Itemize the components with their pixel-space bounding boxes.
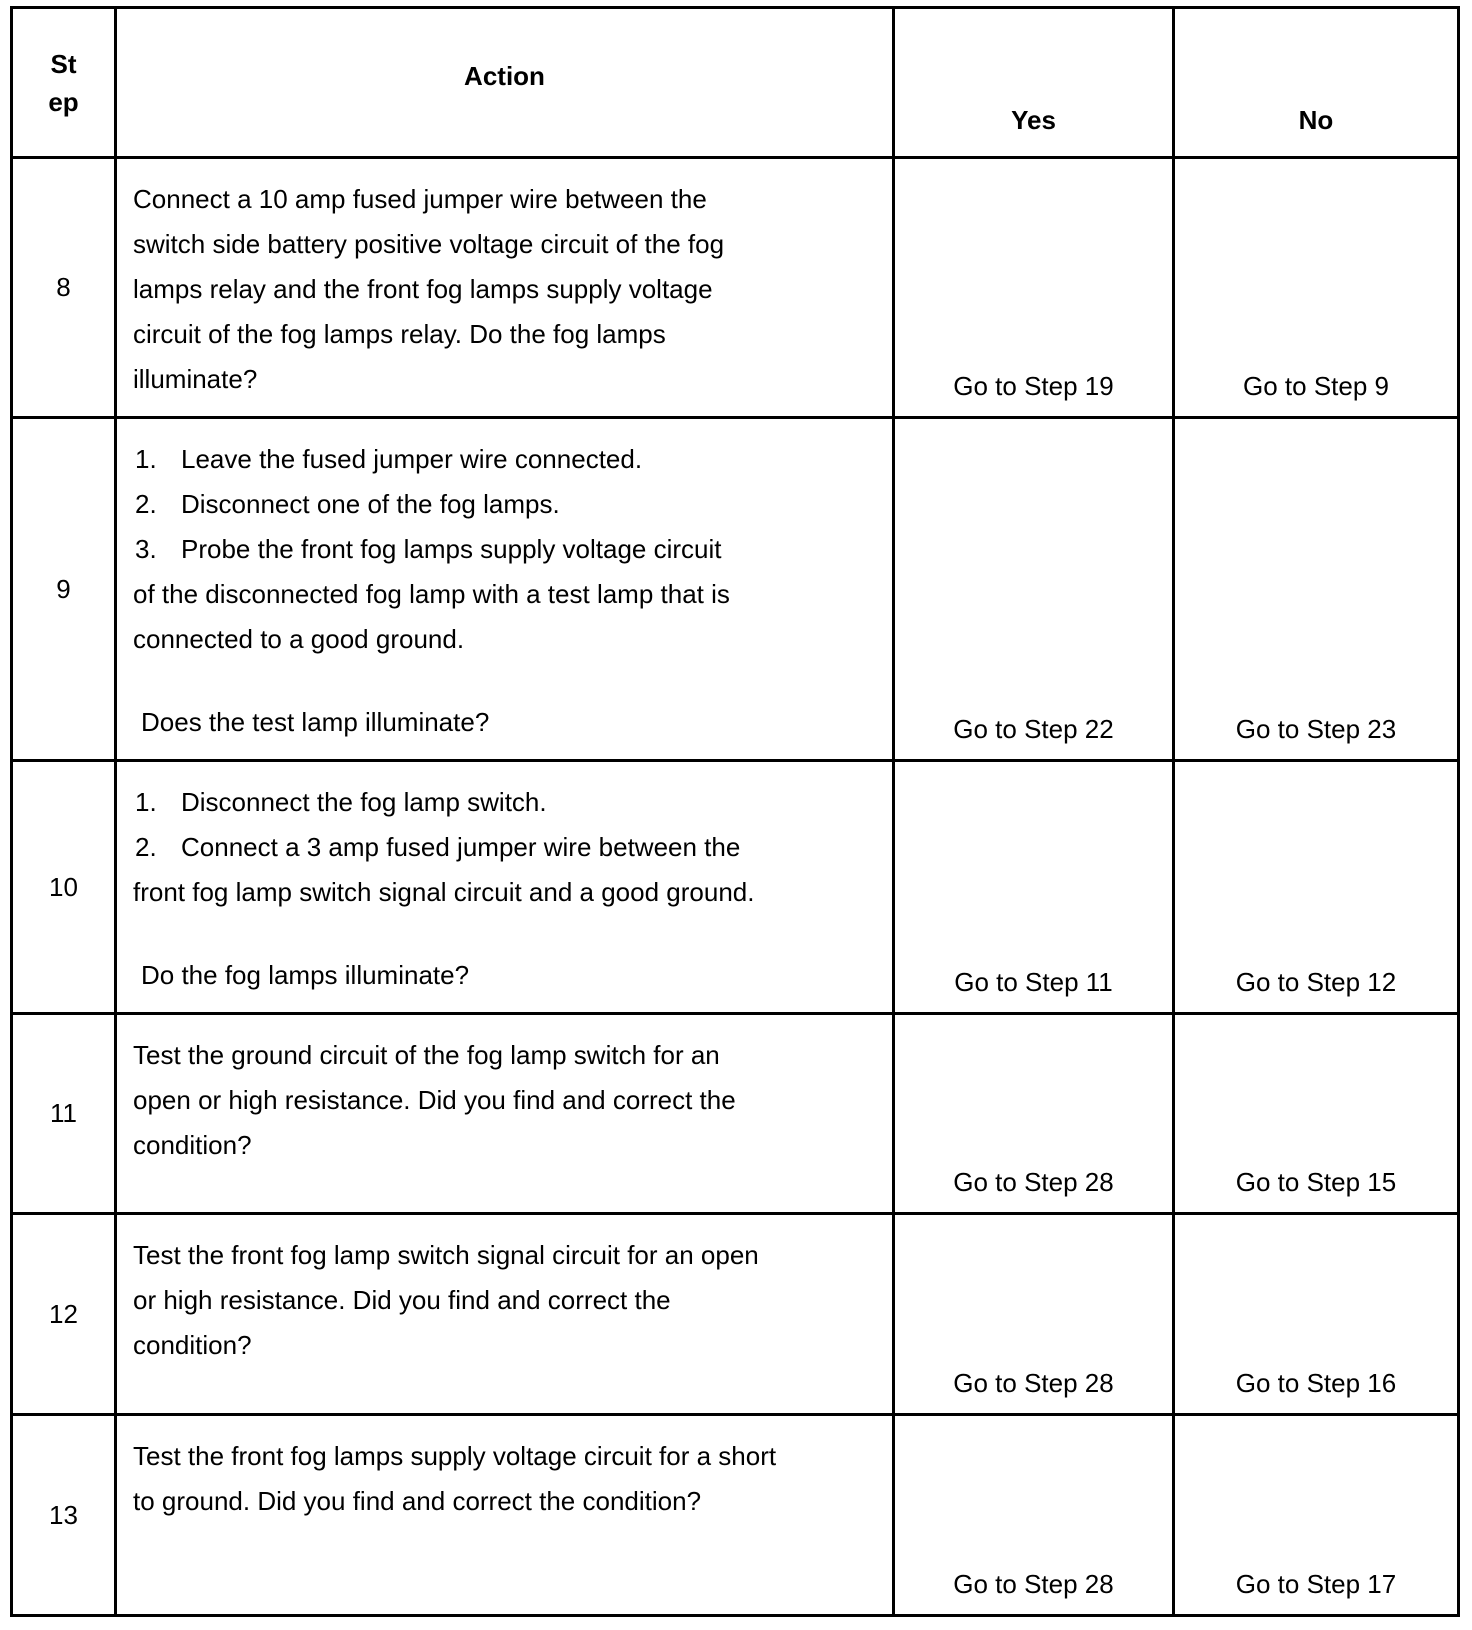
yes-result: Go to Step 28 <box>894 1014 1174 1214</box>
step-number: 8 <box>12 158 116 418</box>
table-row <box>12 1014 1459 1214</box>
table-row <box>12 1214 1459 1415</box>
yes-result: Go to Step 11 <box>894 761 1174 1014</box>
list-item <box>133 482 872 527</box>
action-line: Test the front fog lamp switch signal circuit for an open <box>133 1240 759 1270</box>
yes-result: Go to Step 28 <box>894 1214 1174 1415</box>
spacer <box>133 915 872 953</box>
header-step-line-1: St <box>50 48 77 79</box>
action-line: condition? <box>133 1330 252 1360</box>
spacer <box>133 662 872 700</box>
action-line: circuit of the fog lamps relay. Do the fog lamps <box>133 319 666 349</box>
action-cell <box>116 1415 894 1616</box>
action-line: switch side battery positive voltage circuit of the fog <box>133 229 725 259</box>
action-cell <box>116 418 894 761</box>
question: Does the test lamp illuminate? <box>141 707 490 737</box>
list-item <box>133 527 872 572</box>
table-row <box>12 1415 1459 1616</box>
diagnostic-table <box>10 6 1460 1617</box>
action-line: illuminate? <box>133 364 258 394</box>
table-row <box>12 158 1459 418</box>
no-result: Go to Step 16 <box>1174 1214 1459 1415</box>
list-text: Leave the fused jumper wire connected. <box>181 444 643 474</box>
no-result: Go to Step 17 <box>1174 1415 1459 1616</box>
action-line: of the disconnected fog lamp with a test lamp that is <box>133 579 730 609</box>
action-line: Test the front fog lamps supply voltage circuit for a short <box>133 1441 777 1471</box>
step-number: 12 <box>12 1214 116 1415</box>
list-item <box>133 780 872 825</box>
step-number: 9 <box>12 418 116 761</box>
no-result: Go to Step 9 <box>1174 158 1459 418</box>
step-number: 10 <box>12 761 116 1014</box>
action-cell <box>116 158 894 418</box>
yes-result: Go to Step 22 <box>894 418 1174 761</box>
yes-result: Go to Step 19 <box>894 158 1174 418</box>
no-result: Go to Step 15 <box>1174 1014 1459 1214</box>
action-line: open or high resistance. Did you find and correct the <box>133 1085 736 1115</box>
header-step-line-2: ep <box>48 86 79 117</box>
header-row <box>12 8 1459 158</box>
list-item <box>133 437 872 482</box>
table-row <box>12 418 1459 761</box>
header-yes: Yes <box>894 8 1174 158</box>
table-row <box>12 761 1459 1014</box>
step-number: 11 <box>12 1014 116 1214</box>
list-number: 3. <box>135 534 157 564</box>
yes-result: Go to Step 28 <box>894 1415 1174 1616</box>
action-line: front fog lamp switch signal circuit and a good ground. <box>133 877 755 907</box>
action-line: to ground. Did you find and correct the condition? <box>133 1486 702 1516</box>
header-no: No <box>1174 8 1459 158</box>
action-line: condition? <box>133 1130 252 1160</box>
list-text: Probe the front fog lamps supply voltage circuit <box>181 534 722 564</box>
action-line: Connect a 10 amp fused jumper wire between the <box>133 184 707 214</box>
list-number: 2. <box>135 489 157 519</box>
list-item <box>133 825 872 870</box>
action-line: connected to a good ground. <box>133 624 465 654</box>
step-number: 13 <box>12 1415 116 1616</box>
header-step <box>12 8 116 158</box>
list-text: Disconnect the fog lamp switch. <box>181 787 547 817</box>
no-result: Go to Step 12 <box>1174 761 1459 1014</box>
no-result: Go to Step 23 <box>1174 418 1459 761</box>
action-line: Test the ground circuit of the fog lamp switch for an <box>133 1040 720 1070</box>
question: Do the fog lamps illuminate? <box>141 960 470 990</box>
list-text: Connect a 3 amp fused jumper wire between the <box>181 832 741 862</box>
action-cell <box>116 1014 894 1214</box>
header-action: Action <box>116 8 894 158</box>
action-line: lamps relay and the front fog lamps supply voltage <box>133 274 713 304</box>
list-text: Disconnect one of the fog lamps. <box>181 489 560 519</box>
list-number: 2. <box>135 832 157 862</box>
action-cell <box>116 1214 894 1415</box>
action-line: or high resistance. Did you find and correct the <box>133 1285 671 1315</box>
list-number: 1. <box>135 787 157 817</box>
list-number: 1. <box>135 444 157 474</box>
action-cell <box>116 761 894 1014</box>
